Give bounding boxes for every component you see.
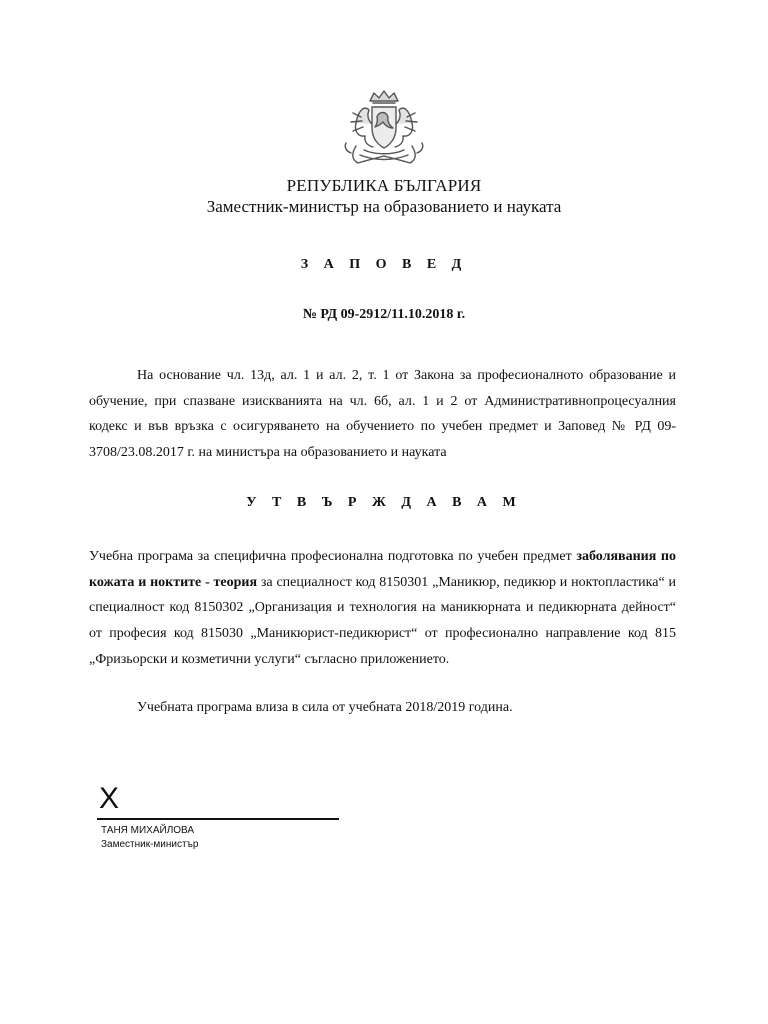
signer-role: Заместник-министър	[101, 839, 199, 850]
country-heading: РЕПУБЛИКА БЪЛГАРИЯ	[286, 176, 482, 195]
approval-heading: У Т В Ъ Р Ж Д А В А М	[246, 495, 522, 510]
bulgarian-coat-of-arms-icon	[338, 86, 430, 166]
approval-paragraph	[89, 544, 676, 673]
approval-suffix: за специалност код 8150301 „Маникюр, педикюр и ноктопластика“ и специалност код 8150302 „Организация и технология на маникюрната и педикюрната дейност“ от професия код 815030 „Маникюрист-педикюрист“ от професионално направление код 815 „Фризьорски и козметични услуги“ съгласно приложението.	[89, 574, 676, 667]
signer-name: ТАНЯ МИХАЙЛОВА	[101, 825, 195, 836]
signature-mark: X	[99, 782, 120, 815]
approval-prefix: Учебна програма за специфична професионална подготовка по учебен предмет	[89, 549, 577, 564]
order-number: № РД 09-2912/11.10.2018 г.	[302, 307, 466, 322]
effective-date-paragraph	[89, 695, 676, 721]
legal-basis-text: На основание чл. 13д, ал. 1 и ал. 2, т. 1 от Закона за професионалното образование и обучение, при спазване изискванията на чл. 6б, ал. 1 и 2 от Административнопроцесуалния кодекс и във връзка с осигуряването на обучението по учебен предмет и Заповед № РД 09-3708/23.08.2017 г. на министъра на образованието и науката	[89, 368, 676, 461]
intro-paragraph	[89, 363, 676, 466]
signature-line	[97, 818, 339, 820]
subject-name: заболявания по кожата и ноктите - теория	[89, 549, 676, 590]
institution-heading: Заместник-министър на образованието и науката	[206, 197, 562, 216]
order-title: З А П О В Е Д	[300, 257, 468, 272]
effective-date-text: Учебната програма влиза в сила от учебната 2018/2019 година.	[137, 700, 513, 715]
